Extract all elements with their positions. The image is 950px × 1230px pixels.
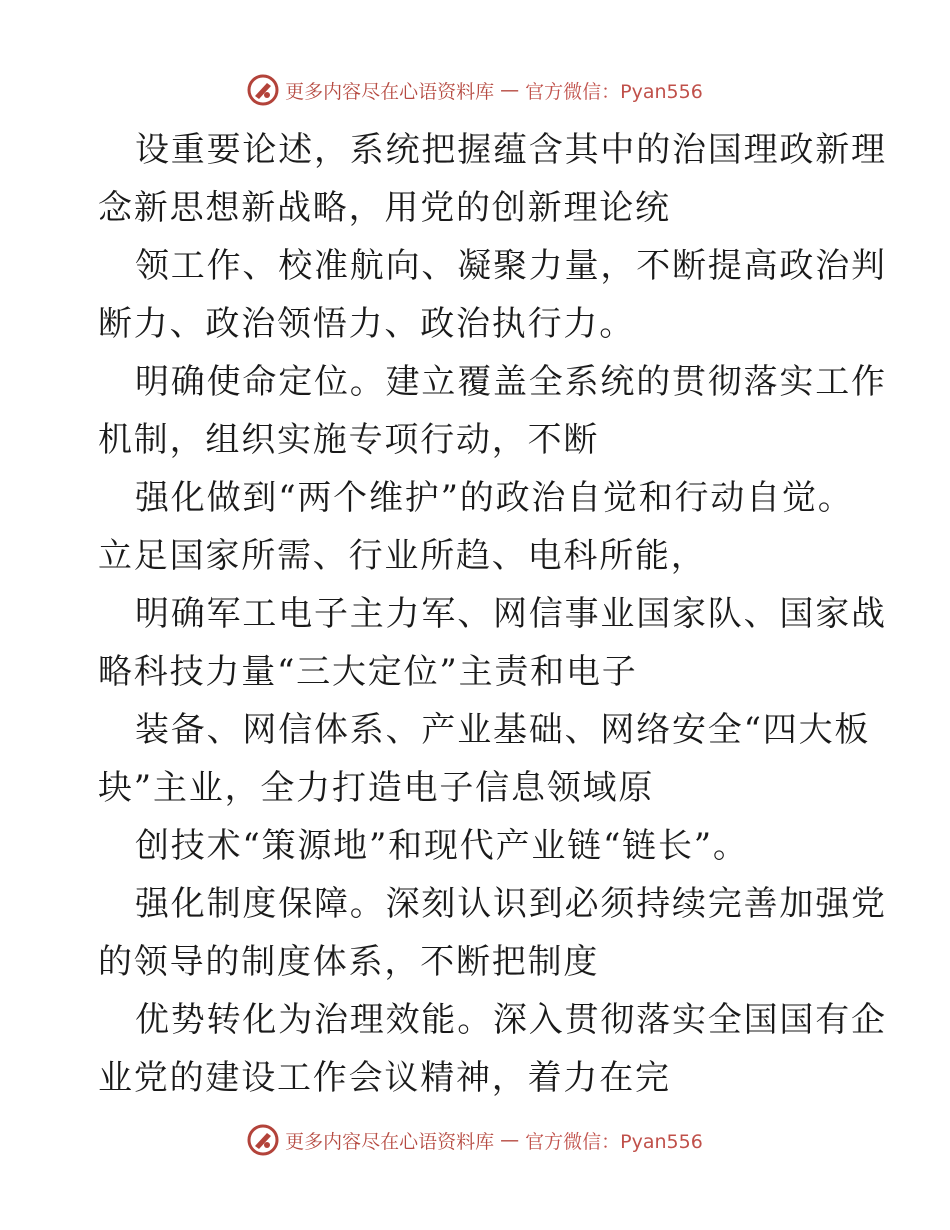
text-line: 创技术“策源地”和现代产业链“链长”。	[135, 826, 749, 866]
watermark-wechat: 官方微信：Pyan556	[525, 1130, 703, 1153]
text-line: 略科技力量“三大定位”主责和电子	[98, 652, 638, 692]
text-line: 领工作、校准航向、凝聚力量，不断提高政治判	[135, 246, 887, 286]
watermark-text: 更多内容尽在心语资料库	[285, 80, 495, 103]
text-line: 念新思想新战略，用党的创新理论统	[98, 188, 671, 228]
text-line: 机制，组织实施专项行动，不断	[98, 420, 600, 460]
text-line: 优势转化为治理效能。深入贯彻落实全国国有企	[135, 1000, 887, 1040]
pen-seal-icon	[247, 74, 279, 106]
text-line: 装备、网信体系、产业基础、网络安全“四大板	[135, 710, 871, 750]
text-line: 设重要论述，系统把握蕴含其中的治国理政新理	[135, 130, 887, 170]
text-line: 的领导的制度体系，不断把制度	[98, 942, 600, 982]
text-line: 明确使命定位。建立覆盖全系统的贯彻落实工作	[135, 362, 887, 402]
text-line: 块”主业，全力打造电子信息领域原	[98, 768, 655, 808]
text-line: 明确军工电子主力军、网信事业国家队、国家战	[135, 594, 887, 634]
text-line: 强化做到“两个维护”的政治自觉和行动自觉。	[135, 478, 854, 518]
text-line: 业党的建设工作会议精神，着力在完	[98, 1058, 671, 1098]
watermark-wechat: 官方微信：Pyan556	[525, 80, 703, 103]
text-line: 断力、政治领悟力、政治执行力。	[98, 304, 635, 344]
text-line: 强化制度保障。深刻认识到必须持续完善加强党	[135, 884, 887, 924]
watermark-separator: —	[500, 1129, 520, 1151]
footer-watermark	[0, 1120, 950, 1160]
watermark-separator: —	[500, 79, 520, 101]
watermark-text: 更多内容尽在心语资料库	[285, 1130, 495, 1153]
header-watermark	[0, 70, 950, 110]
pen-seal-icon	[247, 1124, 279, 1156]
text-line: 立足国家所需、行业所趋、电科所能，	[98, 536, 707, 576]
